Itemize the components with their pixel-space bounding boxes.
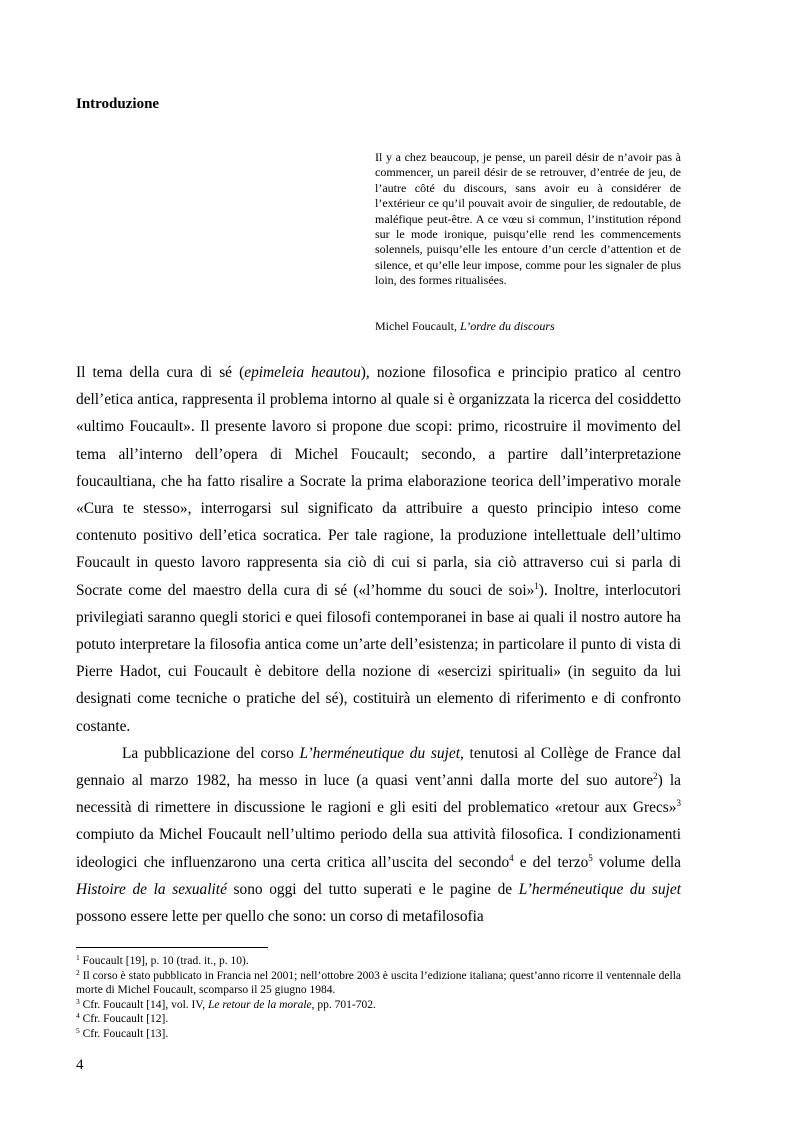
footnote-text: Il corso è stato pubblicato in Francia nel 2001; nell’ottobre 2003 è uscita l’edizione italiana; quest’anno ricorre il ventennale della morte di Michel Foucault, scomparso il 25 giugno 1984. [76, 969, 681, 997]
paragraph-1-italic: epimeleia heautou [244, 364, 361, 381]
footnote-ref-3[interactable]: 3 [676, 798, 681, 809]
paragraph-2-text: sono oggi del tutto superati e le pagine de [226, 880, 519, 898]
paragraph-2-text: La pubblicazione del corso [122, 744, 300, 762]
footnote-number: 2 [76, 967, 80, 977]
paragraph-2-italic: Histoire de la sexualité [76, 880, 227, 898]
footnote-ref-1[interactable]: 1 [534, 580, 539, 591]
footnote-number: 5 [76, 1025, 80, 1035]
footnote-text: Foucault [19], p. 10 (trad. it., p. 10). [82, 955, 249, 967]
footnote-text: Cfr. Foucault [14], vol. IV, [82, 998, 208, 1011]
section-heading: Introduzione [76, 96, 160, 112]
page-number: 4 [76, 1057, 84, 1073]
epigraph-quote: Il y a chez beaucoup, je pense, un pareil désir de n’avoir pas à commencer, un pareil désir de se retrouver, d’entrée de jeu, de l’autre côté du discours, sans avoir eu à considérer de l’extérieur ce qu’il pouvait avoir de singulier, de redoutable, de maléfique peut-être. A ce vœu si commun, l’institution répond sur le mode ironique, puisqu’elle rend les commencements solennels, puisqu’elle les entoure d’un cercle d’attention et de silence, et qu’elle leur impose, comme pour les signaler de plus loin, des formes ritualisées. [375, 150, 681, 288]
paragraph-2-italic: L’herméneutique du sujet [299, 744, 460, 762]
epigraph-author: Michel Foucault, [375, 319, 457, 333]
paragraph-2-text: compiuto da Michel Foucault nell’ultimo periodo della sua attività filosofica. I condizionamenti ideologici che influenzarono una certa critica all’uscita del secondo [76, 826, 681, 871]
paragraph-2-text: volume della [592, 853, 682, 871]
footnote-divider [76, 947, 268, 948]
footnote-text: Cfr. Foucault [12]. [82, 1013, 169, 1026]
paragraph-2-text: e del terzo [513, 853, 589, 871]
footnote-3 [76, 998, 681, 1013]
paragraph-2-italic: L’herméneutique du sujet [518, 880, 681, 898]
paragraph-1-text: ), nozione filosofica e principio pratico al centro dell’etica antica, rappresenta il problema intorno al quale si è organizzata la ricerca del cosiddetto «ultimo Foucault». Il presente lavoro si propone due scopi: primo, ricostruire il movimento del tema all’interno dell’opera di Michel Foucault; secondo, a partire dall’interpretazione foucaultiana, che ha fatto risalire a Socrate la prima elaborazione teorica dell’imperativo morale «Cura te stesso», interrogarsi sul significato da attribuire a questo principio inteso come contenuto positivo dell’etica socratica. Per tale ragione, la produzione intellettuale dell’ultimo Foucault in questo lavoro rappresenta sia ciò di cui si parla, sia ciò attraverso cui si parla di Socrate come del maestro della cura di sé («l’homme du souci de soi» [76, 364, 681, 599]
footnote-number: 4 [76, 1011, 80, 1021]
footnote-text: Cfr. Foucault [13]. [82, 1027, 169, 1040]
footnote-4 [76, 1012, 681, 1027]
footnote-5 [76, 1027, 681, 1042]
epigraph-work-title: L’ordre du discours [459, 319, 555, 333]
paragraph-2 [76, 740, 681, 930]
paragraph-2-text: ) la necessità di rimettere in discussione le ragioni e gli esiti del problematico «retour aux Grecs» [76, 772, 681, 817]
footnote-text: , pp. 701-702. [311, 998, 376, 1011]
footnote-italic: Le retour de la morale [207, 998, 312, 1011]
body-text [76, 359, 681, 930]
paragraph-1 [76, 359, 681, 740]
footnote-number: 1 [76, 953, 80, 962]
paragraph-1-text: ). Inoltre, interlocutori privilegiati saranno quegli storici e quei filosofi contemporanei in base ai quali il nostro autore ha potuto interpretare la filosofia antica come un’arte dell’esistenza; in particolare il punto di vista di Pierre Hadot, cui Foucault è debitore della nozione di «esercizi spirituali» (in seguito da lui designati come tecniche o pratiche del sé), costituirà un elemento di riferimento e di confronto costante. [76, 581, 681, 735]
footnote-ref-5[interactable]: 5 [588, 852, 593, 863]
footnote-number: 3 [76, 996, 80, 1006]
epigraph-attribution [375, 319, 555, 334]
paragraph-2-text: , tenutosi al Collège de France dal gennaio al marzo 1982, ha messo in luce (a quasi vent’anni dalla morte del suo autore [76, 744, 681, 790]
footnote-ref-2[interactable]: 2 [653, 771, 658, 782]
paragraph-1-text: Il tema della cura di sé ( [76, 364, 245, 381]
footnote-1 [76, 954, 681, 969]
footnotes [76, 954, 681, 1042]
paragraph-2-text: possono essere lette per quello che sono: un corso di metafilosofia [76, 908, 484, 926]
footnote-2 [76, 969, 681, 998]
footnote-ref-4[interactable]: 4 [509, 852, 514, 863]
